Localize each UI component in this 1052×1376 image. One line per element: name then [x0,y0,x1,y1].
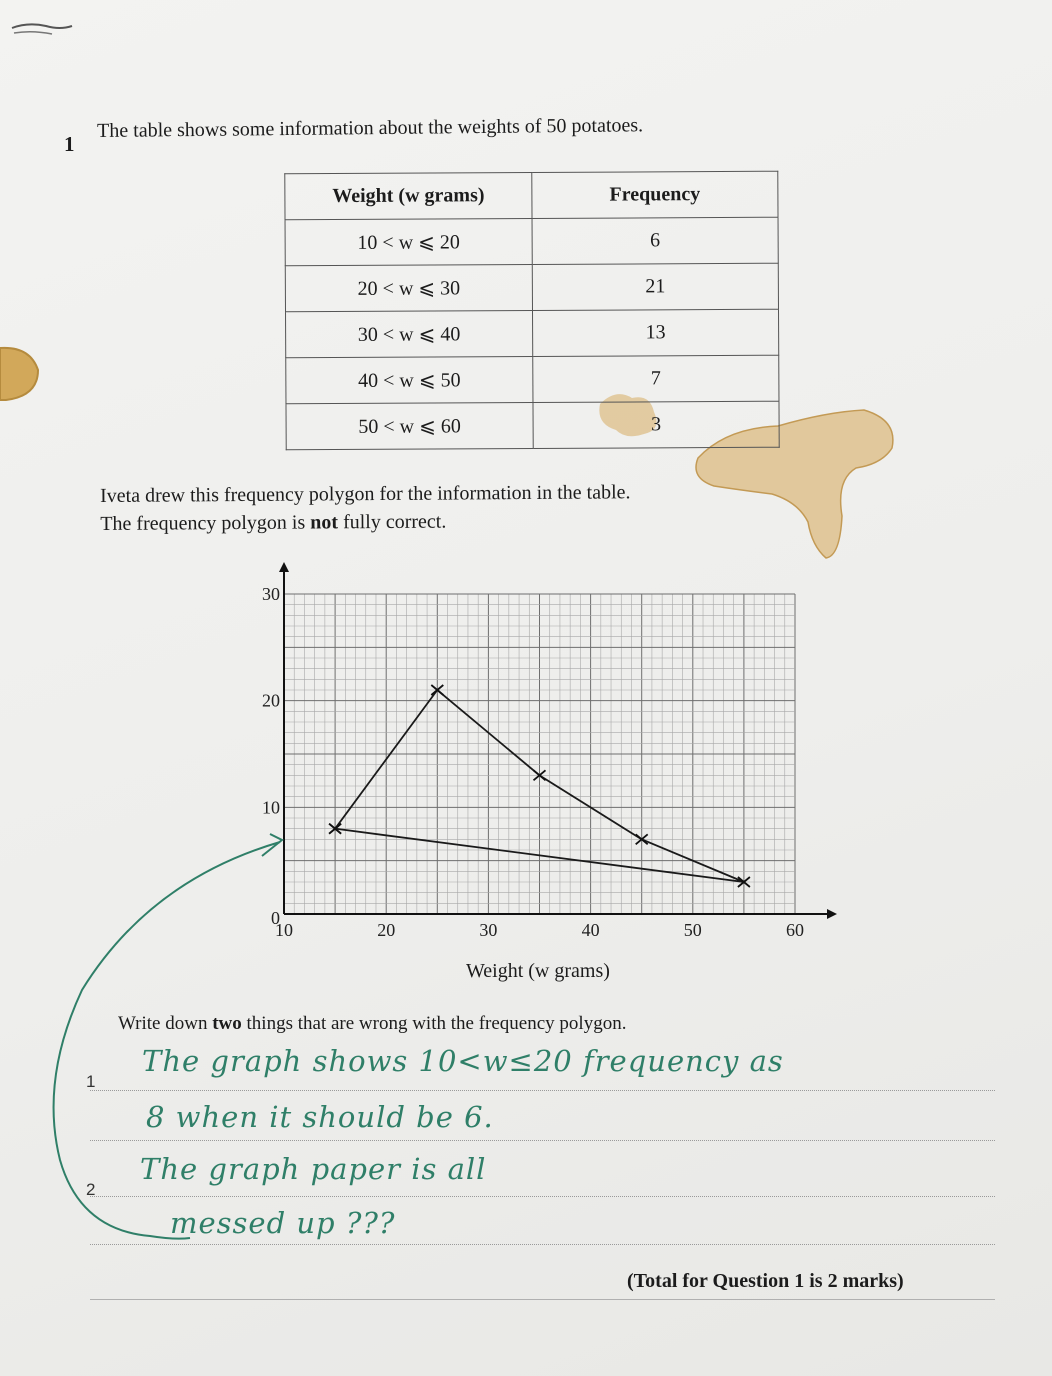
answer-line [90,1140,995,1141]
weight-cell: 50 < w ⩽ 60 [286,402,533,449]
frequency-cell: 3 [533,401,779,448]
y-tick-label: 10 [262,797,280,818]
coffee-stain-left [0,346,40,402]
answer-line [90,1244,995,1245]
table-header-row [285,171,778,220]
frequency-column-header: Frequency [532,171,778,218]
answer-line [90,1196,995,1197]
x-tick-label: 40 [581,920,600,940]
frequency-cell: 13 [533,309,779,356]
question-number: 1 [64,132,75,156]
handwritten-answer-1-line-1: The graph shows 10<w≤20 frequency as [142,1044,784,1078]
weight-cell: 40 < w ⩽ 50 [286,356,533,403]
table-row [286,355,779,404]
polygon-description [100,478,631,538]
answer-2-number: 2 [86,1180,96,1199]
weight-cell: 20 < w ⩽ 30 [285,264,532,311]
weight-cell: 30 < w ⩽ 40 [286,310,533,357]
y-axis-arrow-icon [279,562,289,572]
x-tick-label: 60 [786,920,804,940]
frequency-cell: 21 [532,263,778,310]
handwritten-answer-1-line-2: 8 when it should be 6. [146,1100,494,1134]
weight-column-header: Weight (w grams) [285,172,532,219]
description-line-2: The frequency polygon is not fully correct. [100,510,447,535]
x-tick-label: 30 [479,920,498,940]
pen-mark [8,14,78,44]
description-line-1: Iveta drew this frequency polygon for the information in the table. [100,481,631,507]
weight-cell: 10 < w ⩽ 20 [285,218,532,265]
x-tick-label: 50 [683,920,702,940]
table-row [286,309,779,358]
answer-1-number: 1 [86,1072,96,1091]
question-intro: The table shows some information about the weights of 50 potatoes. [97,114,644,142]
handwritten-answer-2-line-1: The graph paper is all [140,1152,487,1186]
y-tick-label: 30 [262,584,280,604]
frequency-cell: 7 [533,355,779,402]
frequency-polygon-chart [240,560,840,950]
x-axis-arrow-icon [827,909,837,919]
write-prompt: Write down two things that are wrong with the frequency polygon. [118,1013,627,1034]
x-axis-label: Weight (w grams) [466,960,610,982]
handwritten-answer-2-line-2: messed up ??? [170,1206,396,1240]
bottom-rule [90,1299,995,1300]
y-tick-label: 20 [262,690,280,711]
frequency-table [284,171,779,451]
x-tick-label: 10 [275,920,293,940]
table-row [286,401,779,450]
table-row [285,263,778,312]
x-tick-label: 20 [377,920,396,940]
total-marks: (Total for Question 1 is 2 marks) [627,1270,904,1292]
answer-line [90,1090,995,1091]
table-row [285,217,778,266]
y-tick-label: 0 [271,908,280,928]
frequency-cell: 6 [532,217,778,264]
